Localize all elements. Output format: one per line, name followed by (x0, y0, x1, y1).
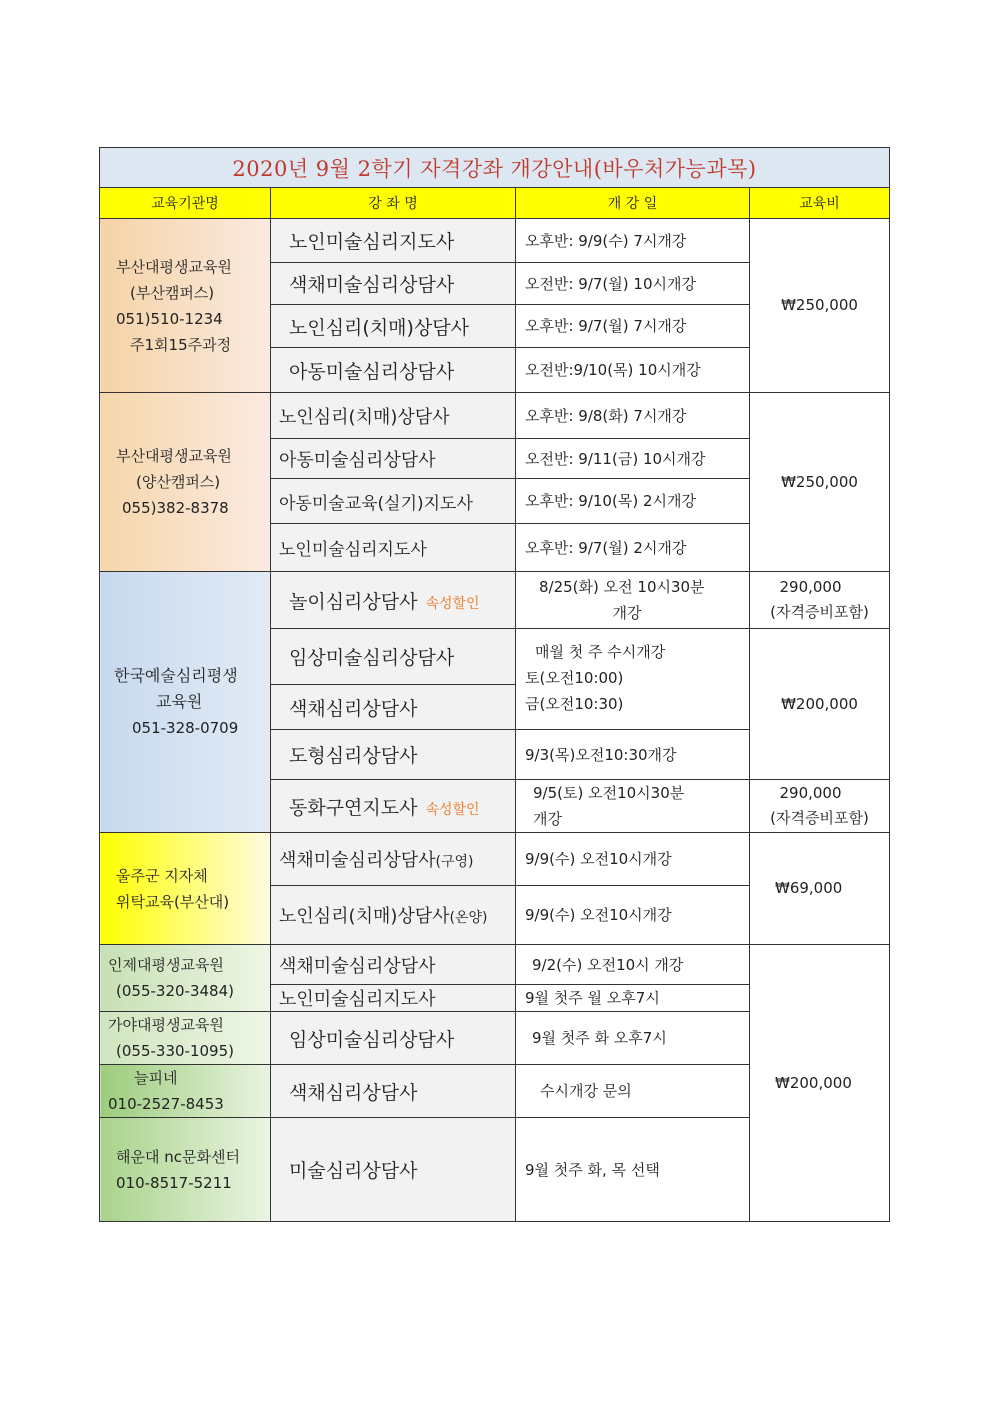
schedule-table (99, 147, 890, 1222)
institution-phone: (055-320-3484) (116, 982, 234, 1000)
header-fee: 교육비 (750, 188, 890, 219)
header-start-date: 개 강 일 (516, 188, 750, 219)
fee-note: (자격증비포함) (770, 603, 869, 621)
fee (750, 780, 890, 833)
start-date: 9/2(수) 오전10시 개강 (516, 945, 750, 985)
date-line: 토(오전10:00) (525, 669, 624, 687)
start-date: 오후반: 9/7(월) 7시개강 (516, 305, 750, 348)
fee: ₩200,000 (750, 629, 890, 780)
course-name: 아동미술심리상담사 (271, 439, 516, 479)
institution-cell (100, 945, 271, 1012)
start-date: 9/9(수) 오전10시개강 (516, 886, 750, 945)
fee-amount: 290,000 (779, 784, 842, 802)
institution-name: 부산대평생교육원 (116, 257, 232, 276)
course-name (271, 780, 516, 833)
start-date: 9월 첫주 화 오후7시 (516, 1012, 750, 1065)
course-name: 도형심리상담사 (271, 730, 516, 780)
course-name (271, 886, 516, 945)
start-date: 오전반: 9/7(월) 10시개강 (516, 263, 750, 305)
institution-name: 울주군 지자체 (116, 866, 208, 885)
fee-amount: 290,000 (779, 578, 842, 596)
start-date: 수시개강 문의 (516, 1065, 750, 1118)
institution-phone: 055)382-8378 (122, 499, 229, 517)
course-name: 색채미술심리상담사 (271, 263, 516, 305)
institution-name-cont: 교육원 (156, 692, 203, 711)
header-course: 강 좌 명 (271, 188, 516, 219)
institution-cell (100, 393, 271, 572)
course-name (271, 572, 516, 629)
institution-cell (100, 833, 271, 945)
start-date: 오후반: 9/7(월) 2시개강 (516, 524, 750, 572)
fee (750, 572, 890, 629)
discount-tag: 속성할인 (425, 595, 480, 612)
institution-cell (100, 1065, 271, 1118)
institution-campus: (부산캠퍼스) (130, 283, 215, 302)
course-label: 노인심리(치매)상담사 (279, 906, 450, 927)
course-name: 색채심리상담사 (271, 1065, 516, 1118)
institution-note: 주1회15주과정 (130, 335, 232, 354)
course-location: (온양) (449, 910, 488, 926)
start-date: 오후반: 9/10(목) 2시개강 (516, 479, 750, 524)
course-location: (구영) (435, 854, 474, 870)
course-schedule (99, 147, 889, 1222)
institution-cell (100, 1012, 271, 1065)
course-label: 놀이심리상담사 (289, 590, 418, 613)
start-date (516, 629, 750, 730)
start-date: 오전반:9/10(목) 10시개강 (516, 348, 750, 393)
start-date: 오전반: 9/11(금) 10시개강 (516, 439, 750, 479)
course-name: 노인심리(치매)상담사 (271, 393, 516, 439)
institution-phone: 051)510-1234 (116, 309, 223, 328)
institution-phone: 010-8517-5211 (116, 1173, 232, 1192)
discount-tag: 속성할인 (425, 801, 480, 818)
start-date: 9/9(수) 오전10시개강 (516, 833, 750, 886)
start-date: 오후반: 9/8(화) 7시개강 (516, 393, 750, 439)
institution-name: 가야대평생교육원 (108, 1016, 224, 1034)
start-date (516, 572, 750, 629)
date-line: 8/25(화) 오전 10시30분 (539, 578, 705, 596)
course-name (271, 833, 516, 886)
course-name: 노인미술심리지도사 (271, 219, 516, 263)
date-line: 매월 첫 주 수시개강 (535, 643, 666, 661)
institution-cell (100, 1118, 271, 1222)
institution-name: 인제대평생교육원 (108, 956, 224, 974)
course-name: 임상미술심리상담사 (271, 629, 516, 685)
fee: ₩250,000 (750, 219, 890, 393)
fee: ₩250,000 (750, 393, 890, 572)
institution-name: 부산대평생교육원 (116, 447, 232, 465)
course-name: 노인미술심리지도사 (271, 524, 516, 572)
date-line: 금(오전10:30) (525, 695, 624, 713)
fee: ₩69,000 (750, 833, 890, 945)
institution-phone: (055-330-1095) (116, 1042, 234, 1060)
start-date: 9/3(목)오전10:30개강 (516, 730, 750, 780)
date-line: 9/5(토) 오전10시30분 (533, 784, 685, 802)
institution-name: 한국예술심리평생 (114, 666, 238, 685)
institution-phone: 051-328-0709 (132, 719, 239, 737)
date-line: 개강 (612, 604, 642, 622)
header-institution: 교육기관명 (100, 188, 271, 219)
institution-name: 해운대 nc문화센터 (116, 1147, 240, 1166)
start-date: 9월 첫주 월 오후7시 (516, 985, 750, 1012)
institution-cell (100, 219, 271, 393)
table-title: 2020년 9월 2학기 자격강좌 개강안내(바우처가능과목) (100, 148, 890, 188)
course-name: 색채심리상담사 (271, 685, 516, 730)
course-name: 임상미술심리상담사 (271, 1012, 516, 1065)
course-name: 노인심리(치매)상담사 (271, 305, 516, 348)
course-name: 아동미술교육(실기)지도사 (271, 479, 516, 524)
institution-phone: 010-2527-8453 (108, 1095, 224, 1113)
institution-cell (100, 572, 271, 833)
course-label: 색채미술심리상담사 (279, 850, 436, 871)
date-line: 개강 (533, 810, 562, 828)
start-date: 9월 첫주 화, 목 선택 (516, 1118, 750, 1222)
course-name: 색채미술심리상담사 (271, 945, 516, 985)
fee: ₩200,000 (750, 945, 890, 1222)
course-name: 미술심리상담사 (271, 1118, 516, 1222)
start-date (516, 780, 750, 833)
institution-name: 늘피네 (134, 1069, 178, 1087)
course-label: 동화구연지도사 (289, 796, 418, 819)
institution-note: 위탁교육(부산대) (116, 892, 230, 911)
start-date: 오후반: 9/9(수) 7시개강 (516, 219, 750, 263)
course-name: 노인미술심리지도사 (271, 985, 516, 1012)
course-name: 아동미술심리상담사 (271, 348, 516, 393)
fee-note: (자격증비포함) (770, 809, 869, 827)
institution-campus: (양산캠퍼스) (136, 473, 221, 491)
